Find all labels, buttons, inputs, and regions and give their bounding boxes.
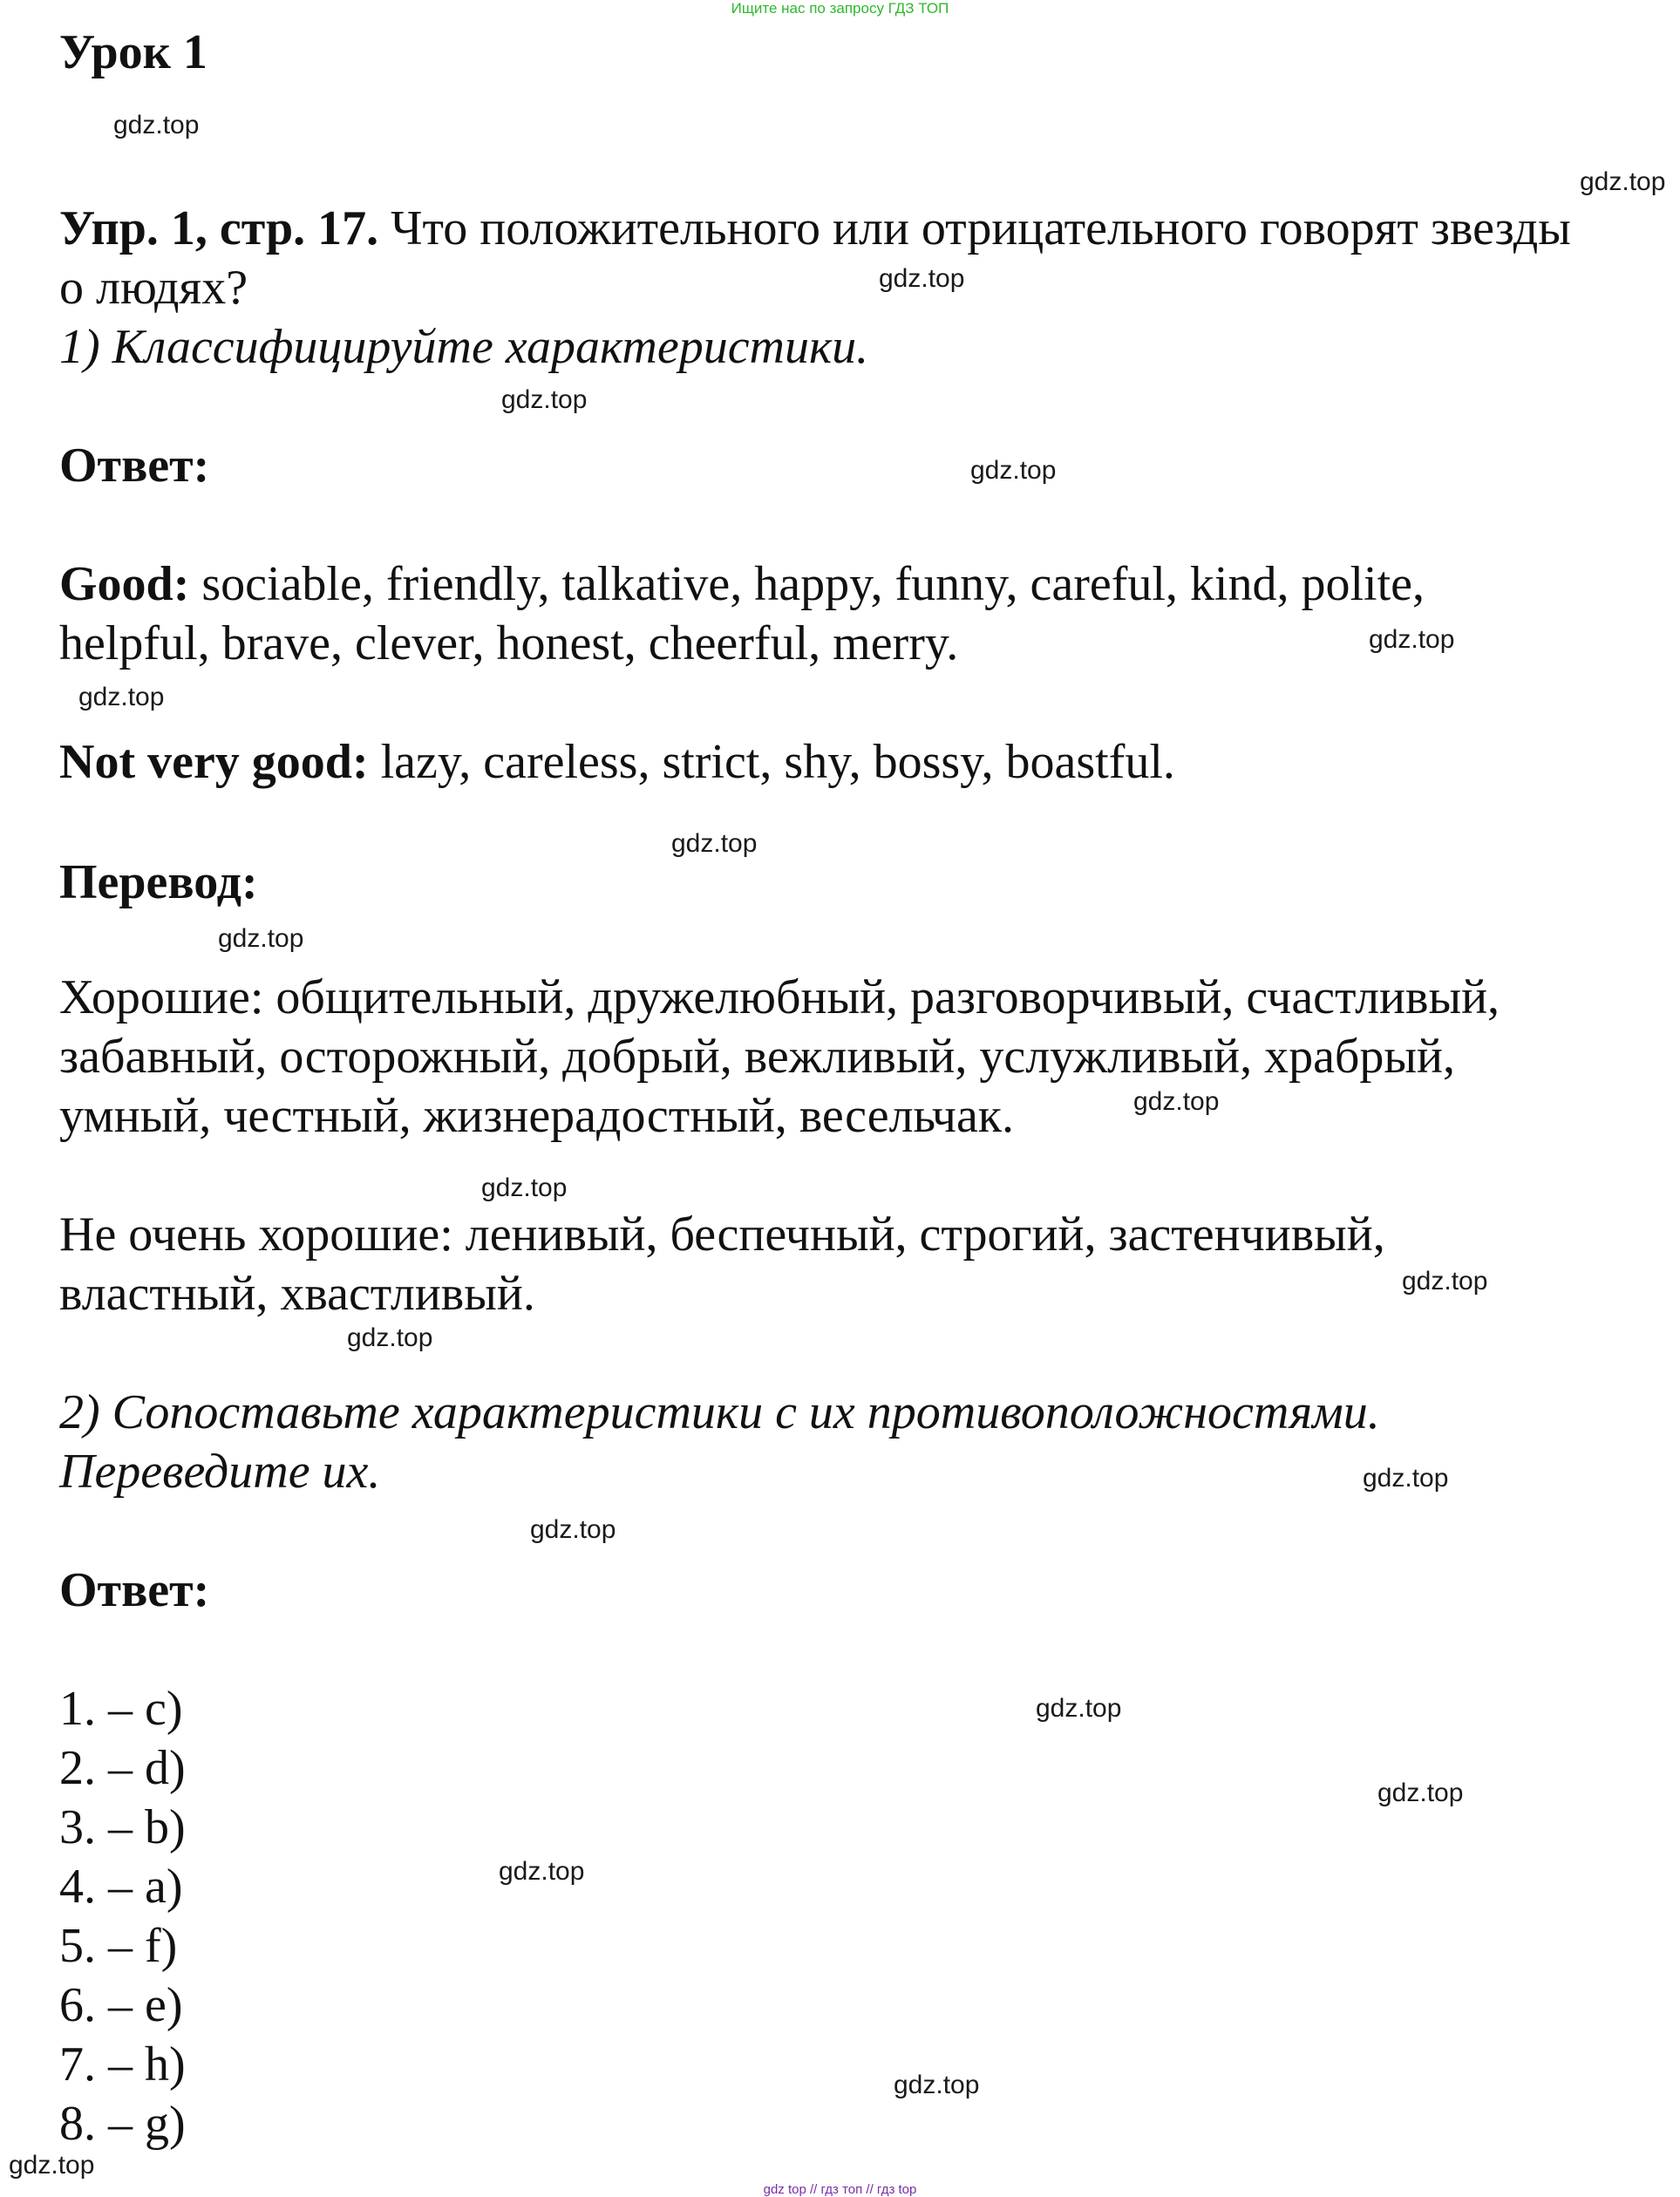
exercise-ref: Упр. 1, стр. 17. (59, 201, 379, 255)
match-item: 4. – a) (59, 1860, 183, 1914)
match-item: 1. – c) (59, 1682, 183, 1736)
watermark: gdz.top (671, 829, 758, 858)
watermark: gdz.top (1580, 167, 1666, 196)
good-label: Good: (59, 557, 190, 611)
watermark: gdz.top (1133, 1087, 1220, 1116)
exercise-question-line1 (59, 199, 1571, 258)
good-list-1: sociable, friendly, talkative, happy, funny, careful, kind, polite, (201, 557, 1425, 611)
watermark: gdz.top (1369, 625, 1455, 654)
good-line2: helpful, brave, clever, honest, cheerful, merry. (59, 616, 959, 670)
answer-label-1: Ответ: (59, 439, 210, 493)
exercise-question-line2: о людях? (59, 261, 248, 315)
translation-good-line3: умный, честный, жизнерадостный, весельчак. (59, 1089, 1015, 1143)
match-item: 3. – b) (59, 1800, 186, 1854)
watermark: gdz.top (9, 2151, 95, 2180)
good-line1 (59, 554, 1425, 614)
not-good-label: Not very good: (59, 735, 369, 789)
match-item: 8. – g) (59, 2097, 186, 2151)
task1-instruction: 1) Классифицируйте характеристики. (59, 320, 869, 374)
watermark: gdz.top (1036, 1694, 1122, 1723)
task2-line1: 2) Сопоставьте характеристики с их противоположностями. (59, 1385, 1380, 1439)
watermark: gdz.top (218, 924, 304, 953)
watermark: gdz.top (879, 264, 965, 293)
watermark: gdz.top (499, 1857, 585, 1886)
match-item: 7. – h) (59, 2037, 186, 2092)
watermark: gdz.top (1363, 1464, 1449, 1493)
lesson-title: Урок 1 (59, 25, 207, 79)
watermark: gdz.top (347, 1323, 433, 1352)
translation-bad-line2: властный, хвастливый. (59, 1267, 535, 1321)
translation-good-line2: забавный, осторожный, добрый, вежливый, услужливый, храбрый, (59, 1030, 1456, 1084)
watermark: gdz.top (113, 111, 200, 139)
watermark: gdz.top (501, 385, 588, 414)
not-good-line (59, 732, 1175, 792)
translation-label: Перевод: (59, 855, 258, 909)
watermark: gdz.top (894, 2071, 980, 2099)
translation-bad-line1: Не очень хорошие: ленивый, беспечный, строгий, застенчивый, (59, 1207, 1385, 1262)
watermark: gdz.top (970, 456, 1057, 485)
task2-line2: Переведите их. (59, 1445, 381, 1499)
watermark: gdz.top (481, 1173, 568, 1202)
watermark: gdz.top (78, 683, 165, 711)
watermark: gdz.top (1402, 1267, 1488, 1296)
bottom-banner: gdz top // гдз топ // гдз top (763, 2182, 917, 2197)
watermark: gdz.top (1377, 1779, 1464, 1807)
watermark: gdz.top (530, 1515, 616, 1544)
not-good-list: lazy, careless, strict, shy, bossy, boastful. (380, 735, 1175, 789)
match-item: 5. – f) (59, 1919, 178, 1973)
exercise-question-text: Что положительного или отрицательного говорят звезды (391, 201, 1571, 255)
translation-good-line1: Хорошие: общительный, дружелюбный, разговорчивый, счастливый, (59, 970, 1500, 1024)
match-item: 6. – e) (59, 1978, 183, 2032)
match-item: 2. – d) (59, 1741, 186, 1795)
answer-label-2: Ответ: (59, 1563, 210, 1617)
top-banner: Ищите нас по запросу ГДЗ ТОП (731, 0, 949, 17)
